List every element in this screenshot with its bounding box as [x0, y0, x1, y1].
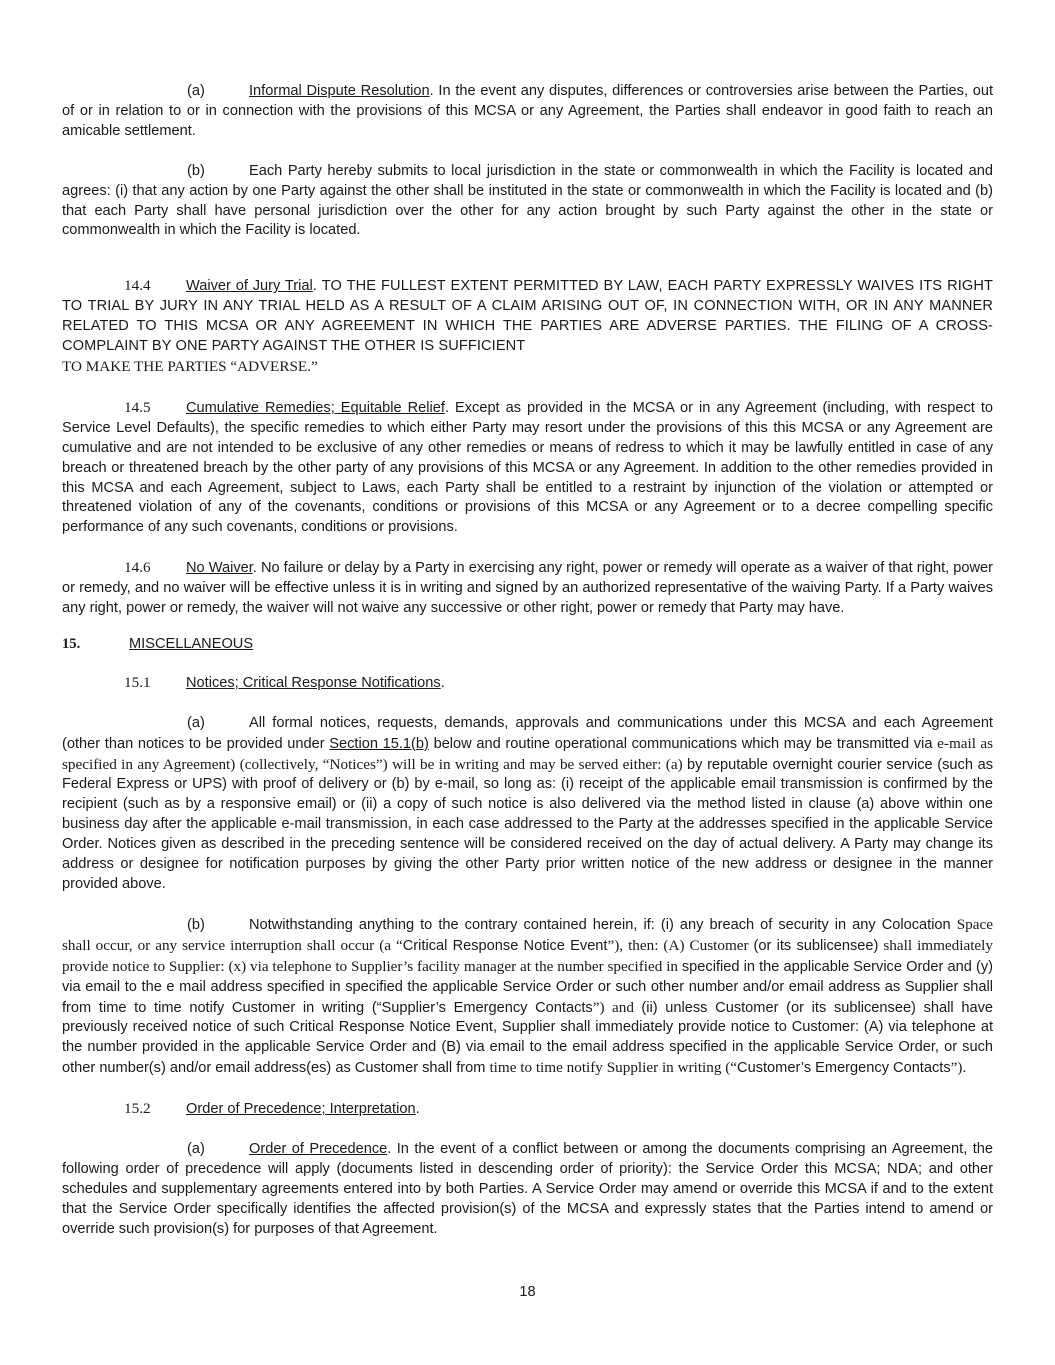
section-text: Except as provided in the MCSA or in any Agreement (including, with respect to Service Level Defaults), the specific remedies to which either Party may resort under the provisions of this this MCSA or any Agreement are cumulative and are not intended to be exclusive of any other remedies or means of redress to which it may be lawfully entitled in case of any breach or threatened breach by the other party of any provisions of this MCSA or any Agreement. In addition to the other remedies provided in this MCSA and each Agreement, subject to Laws, each Party shall be entitled to a restraint by injunction of the violation or attempted or threatened violation of any of the covenants, conditions or provisions of this MCSA or any Agreement or to a decree compelling specific performance of any such covenants, conditions or provisions.: [62, 399, 993, 536]
clause-label: (a): [187, 714, 205, 731]
section-14-3-a: (a) Informal Dispute Resolution. In the event any disputes, differences or controversies arise between the Parties, out of or in relation to or in connection with the provisions of this MCSA or any Agreement, the Parties shall endeavor in good faith to reach an amicable settlement.: [62, 83, 994, 139]
section-14-6: 14.6 No Waiver. No failure or delay by a Party in exercising any right, power or remedy will operate as a waiver of that right, power or remedy, and no waiver will be effective unless it is in writing and signed by an authorized representative of the waiving Party. If a Party waives any right, power or remedy, the waiver will not waive any successive or other right, power or remedy that Party may have.: [62, 559, 993, 617]
defined-term: Critical Response Notice Event: [402, 937, 608, 954]
clause-text: ”).: [950, 1059, 967, 1077]
section-number: 15.1: [124, 673, 151, 691]
section-15-1-b: [62, 915, 993, 1079]
section-text: TO THE FULLEST EXTENT PERMITTED BY LAW, EACH PARTY EXPRESSLY WAIVES ITS RIGHT TO TRIAL BY JURY IN ANY TRIAL HELD AS A RESULT OF A CLAIM ARISING OUT OF, IN CONNECTION WITH, OR IN ANY MANNER RELATED TO THIS MCSA OR ANY AGREEMENT IN WHICH THE PARTIES ARE ADVERSE PARTIES. THE FILING OF A CROSS-COMPLAINT BY ONE PARTY AGAINST THE OTHER IS SUFFICIENT: [62, 278, 993, 355]
section-15-2-a: (a) Order of Precedence. In the event of a conflict between or among the documents comprising an Agreement, the following order of precedence will apply (documents listed in descending order of priority): the Service Order this MCSA; NDA; and other schedules and supplementary agreements entered into by both Parties. A Service Order may amend or override this MCSA if and to the extent that the Service Order specifically identifies the affected provision(s) of the MCSA and expressly states that the Parties intend to amend or override such provision(s) for purposes of that Agreement.: [62, 1141, 993, 1237]
section-title: Order of Precedence; Interpretation: [186, 1101, 416, 1118]
clause-text: ”) and: [592, 998, 642, 1016]
clause-label: (b): [187, 916, 205, 933]
clause-text: Each Party hereby submits to local jurisdiction in the state or commonwealth in which the Facility is located and agrees: (i) that any action by one Party against the other shall be instituted in the state or commonwealth in which the Facility is located and (b) that each Party shall have personal jurisdiction over the other for any action brought by such Party against the other in the state or commonwealth in which the Facility is located.: [62, 162, 993, 239]
clause-text: below and routine operational communications which may be transmitted via: [428, 735, 938, 752]
section-number: 14.4: [124, 277, 151, 295]
defined-term: Supplier’s Emergency Contacts: [381, 999, 593, 1016]
section-number: 15.2: [124, 1100, 151, 1118]
defined-term: Customer’s Emergency Contacts: [737, 1060, 951, 1077]
section-14-5: 14.5 Cumulative Remedies; Equitable Relief. Except as provided in the MCSA or in any Agreement (including, with respect to Service Level Defaults), the specific remedies to which either Party may resort under the provisions of this this MCSA or any Agreement are cumulative and are not intended to be exclusive of any other remedies or means of redress to which it may be lawfully entitled in case of any breach or threatened breach by the other party of any provisions of this MCSA or any Agreement. In addition to the other remedies provided in this MCSA and each Agreement, subject to Laws, each Party shall be entitled to a restraint by injunction of the violation or attempted or threatened violation of any of the covenants, conditions or provisions of this MCSA or any Agreement or to a decree compelling specific performance of any such covenants, conditions or provisions.: [62, 398, 993, 536]
clause-text: In the event any disputes, differences or controversies arise between the Parties, out of or in relation to or in connection with the provisions of this MCSA or any Agreement, the Parties shall endeavor in good faith to reach an amicable settlement.: [62, 83, 994, 139]
document-page: [62, 82, 993, 1240]
section-number: 14.5: [124, 398, 151, 416]
clause-text: Space shall occur, or any service interruption shall occur (a “: [62, 915, 993, 954]
clause-label: (b): [187, 162, 205, 179]
clause-label: (a): [187, 83, 205, 99]
clause-text: (or its sublicensee): [753, 937, 879, 954]
section-14-4: 14.4 Waiver of Jury Trial. TO THE FULLEST EXTENT PERMITTED BY LAW, EACH PARTY EXPRESSLY WAIVES ITS RIGHT TO TRIAL BY JURY IN ANY TRIAL HELD AS A RESULT OF A CLAIM ARISING OUT OF, IN CONNECTION WITH, OR IN ANY MANNER RELATED TO THIS MCSA OR ANY AGREEMENT IN WHICH THE PARTIES ARE ADVERSE PARTIES. THE FILING OF A CROSS-COMPLAINT BY ONE PARTY AGAINST THE OTHER IS SUFFICIENT TO MAKE THE PARTIES “ADVERSE.”: [62, 277, 993, 375]
section-number: 14.6: [124, 559, 151, 577]
section-reference-link[interactable]: Section 15.1(b): [329, 735, 429, 752]
clause-text: All formal notices, requests, demands, approvals and communications under this MCSA and each Agreement (other than notices to be provided under: [62, 714, 993, 752]
section-title: Notices; Critical Response Notifications: [186, 674, 441, 691]
section-title: No Waiver: [186, 560, 253, 577]
clause-text: (ii) unless Customer (or its sublicensee) shall have previously received notice of such Critical Response Notice Event, Supplier shall immediately provide notice to Customer: (A) via telephone at the number provided in the applicable Service Order and (B) via email to the email address specified in the applicable Service Order, or such other number(s) and/or email address(es) as Customer shall from: [62, 999, 993, 1077]
section-15-heading: [62, 635, 993, 655]
page-number: 18: [519, 1284, 536, 1300]
section-title: MISCELLANEOUS: [129, 635, 254, 652]
clause-text: In the event of a conflict between or among the documents comprising an Agreement, the following order of precedence will apply (documents listed in descending order of priority): the Service Order this MCSA; NDA; and other schedules and supplementary agreements entered into by both Parties. A Service Order may amend or override this MCSA if and to the extent that the Service Order specifically identifies the affected provision(s) of the MCSA and expressly states that the Parties intend to amend or override such provision(s) for purposes of that Agreement.: [62, 1141, 993, 1237]
clause-title: Informal Dispute Resolution: [249, 83, 430, 99]
section-text: No failure or delay by a Party in exercising any right, power or remedy will operate as a waiver of that right, power or remedy, and no waiver will be effective unless it is in writing and signed by an authorized representative of the waiving Party. If a Party waives any right, power or remedy, the waiver will not waive any successive or other right, power or remedy that Party may have.: [62, 560, 993, 617]
clause-text: Notwithstanding anything to the contrary contained herein, if: (i) any breach of security in any Colocation: [249, 916, 957, 933]
section-text-tail: TO MAKE THE PARTIES “ADVERSE.”: [62, 357, 318, 375]
clause-text: time to time notify Supplier in writing (“: [489, 1059, 738, 1077]
section-15-2-heading: 15.2 Order of Precedence; Interpretation.: [124, 1100, 420, 1118]
clause-text: e-mail as specified in any Agreement) (collectively, “Notices”) will be in writing and may be served either: (a): [62, 734, 994, 773]
section-title: Waiver of Jury Trial: [186, 278, 313, 295]
section-title: Cumulative Remedies; Equitable Relief: [186, 399, 445, 416]
section-14-3-b: [62, 162, 993, 242]
section-number: 15.: [62, 635, 81, 652]
clause-text: by reputable overnight courier service (such as Federal Express or UPS) with proof of delivery or (b) by e-mail, so long as: (i) receipt of the applicable email transmission is confirmed by the recipient (such as by a responsive email) or (ii) a copy of such notice is also delivered via the method listed in clause (a) above within one business day after the applicable e-mail transmission, in each case addressed to the Party at the addresses specified in the applicable Service Order. Notices given as described in the preceding sentence will be considered received on the day of actual delivery. A Party may change its address or designee for notification purposes by giving the other Party prior written notice of the new address or designee in the manner provided above.: [62, 756, 993, 892]
clause-text: shall immediately provide notice to Supplier: (x) via telephone to Supplier’s facility manager at the number specified in: [62, 936, 993, 975]
section-15-1-heading: 15.1 Notices; Critical Response Notifications.: [124, 673, 445, 691]
clause-text: specified in the applicable Service Order and (y) via email to the e mail address specified in specified the applicable Service Order or such other number and/or email address as Supplier shall from time to time notify Customer in writing (“: [62, 958, 993, 1016]
clause-text: ”), then: (A) Customer: [607, 936, 754, 954]
clause-title: Order of Precedence: [249, 1141, 388, 1158]
clause-label: (a): [187, 1141, 205, 1158]
section-15-1-a: [62, 714, 993, 895]
